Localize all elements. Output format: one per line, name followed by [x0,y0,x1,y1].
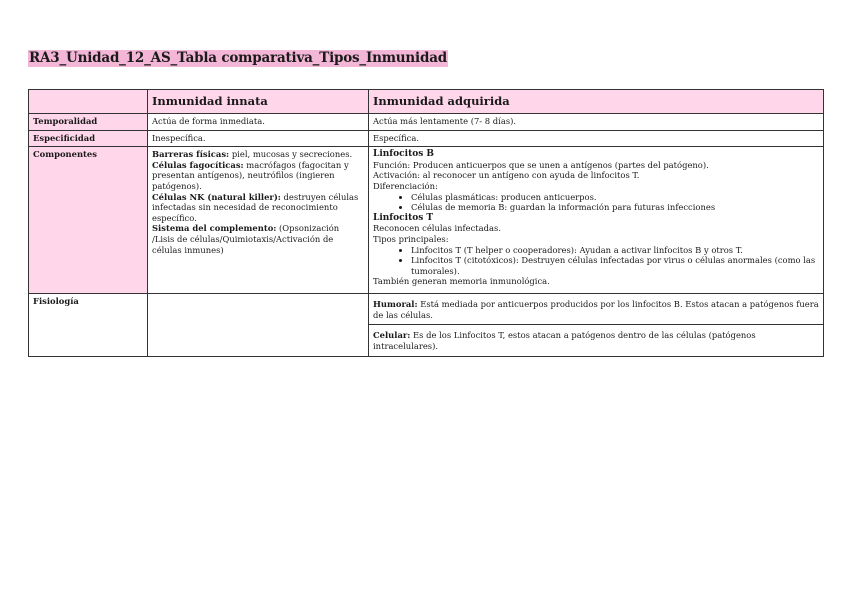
innata-desc: (Opsonización /Lisis de células/Quimiotaxis/Activación de células inmunes) [152,223,340,255]
header-adquirida: Inmunidad adquirida [369,90,824,114]
header-empty-cell [29,90,148,114]
innata-item [152,149,364,160]
linfocitos-b-list [373,192,819,213]
row-label-fisiologia: Fisiología [29,294,148,356]
celular-term: Celular: [373,330,411,341]
header-innata: Inmunidad innata [148,90,369,114]
linfocitos-b-funcion: Función: Producen anticuerpos que se unen a antígenos (partes del patógeno). [373,159,709,170]
linfocitos-t-title: Linfocitos T [373,212,434,223]
fisiologia-humoral [369,294,824,325]
innata-term: Barreras físicas: [152,149,230,160]
row-label-componentes: Componentes [29,147,148,294]
innata-desc: macrófagos (fagocitan y presentan antígenos), neutrófilos (ingieren patógenos). [152,159,349,191]
table-header-row [29,90,824,114]
innata-term: Células fagocíticas: [152,159,244,170]
componentes-adquirida [369,147,824,294]
innata-desc: destruyen células infectadas sin necesidad de reconocimiento específico. [152,191,359,223]
humoral-desc: Está mediada por anticuerpos producidos por los linfocitos B. Estos atacan a patógenos fuera de las células. [373,299,819,320]
list-item: • Linfocitos T (citotóxicos): Destruyen células infectadas por virus o células anormales (como las tumorales). [411,255,819,276]
linfocitos-t-tipos: Tipos principales: [373,233,449,244]
innata-item [152,223,364,255]
list-item: • Células plasmáticas: producen anticuerpos. [411,192,819,203]
innata-desc: piel, mucosas y secreciones. [229,149,353,160]
row-temporalidad [29,114,824,131]
innata-item [152,192,364,224]
humoral-term: Humoral: [373,299,418,310]
linfocitos-t-reconocen: Reconocen células infectadas. [373,223,501,234]
linfocitos-t-memoria: También generan memoria inmunológica. [373,276,550,287]
innata-term: Células NK (natural killer): [152,191,281,202]
fisiologia-celular [369,325,824,356]
especificidad-innata: Inespecífica. [148,130,369,147]
list-item: • Células de memoria B: guardan la información para futuras infecciones [411,202,819,213]
linfocitos-b-diferenciacion: Diferenciación: [373,180,438,191]
innata-term: Sistema del complemento: [152,223,277,234]
comparison-table [28,89,824,357]
temporalidad-adquirida: Actúa más lentamente (7- 8 días). [369,114,824,131]
row-label-especificidad: Especificidad [29,130,148,147]
document-title: RA3_Unidad_12_AS_Tabla comparativa_Tipos_Inmunidad [29,50,447,66]
innata-item [152,160,364,192]
temporalidad-innata: Actúa de forma inmediata. [148,114,369,131]
componentes-innata [148,147,369,294]
linfocitos-b-title: Linfocitos B [373,149,435,160]
row-componentes [29,147,824,294]
especificidad-adquirida: Específica. [369,130,824,147]
row-label-temporalidad: Temporalidad [29,114,148,131]
list-item: • Linfocitos T (T helper o cooperadores): Ayudan a activar linfocitos B y otros T. [411,245,819,256]
fisiologia-innata [148,294,369,356]
row-especificidad [29,130,824,147]
linfocitos-t-list [373,245,819,277]
linfocitos-b-activacion: Activación: al reconocer un antígeno con ayuda de linfocitos T. [373,170,640,181]
celular-desc: Es de los Linfocitos T, estos atacan a patógenos dentro de las células (patógenos intracelulares). [373,330,756,351]
